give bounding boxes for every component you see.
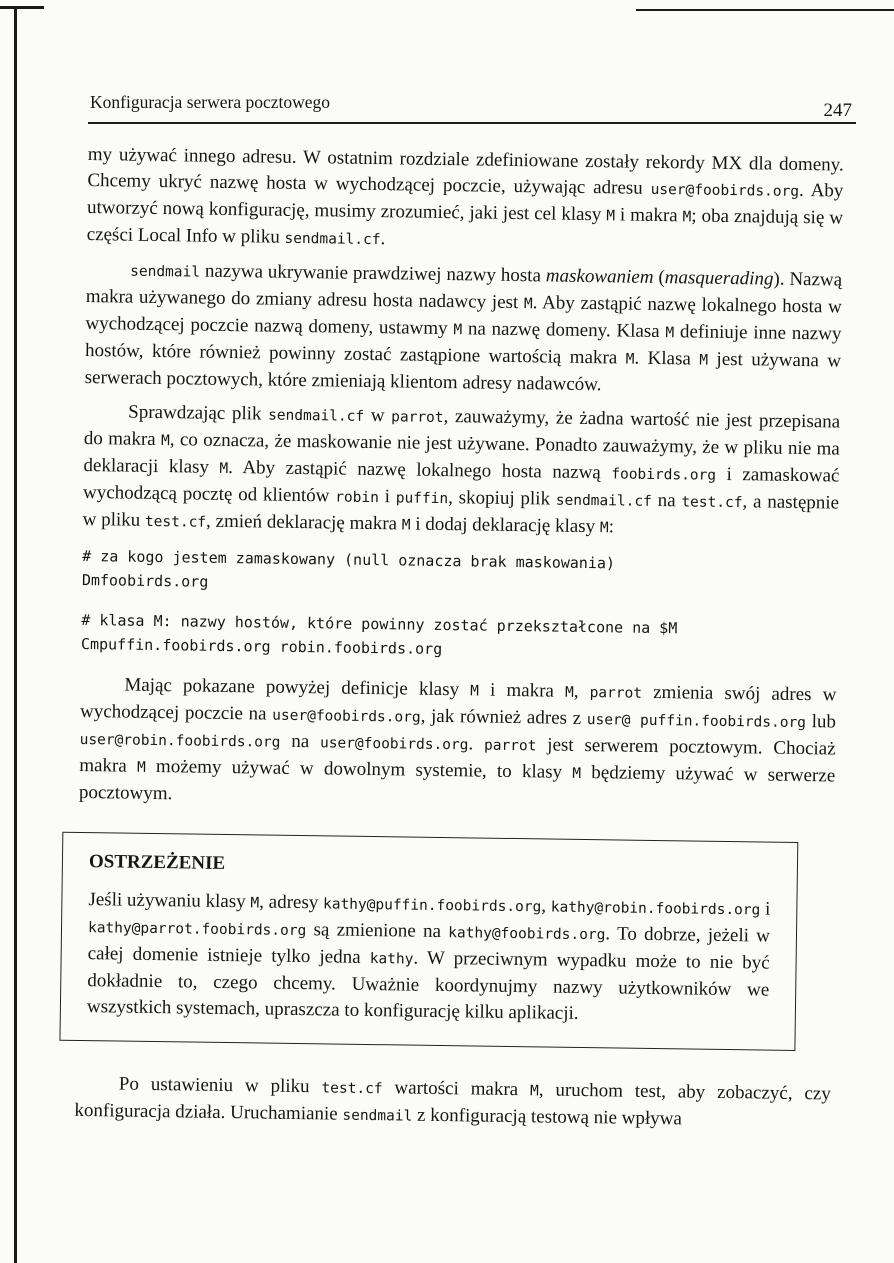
text: lub xyxy=(805,711,837,733)
inline-code: test.cf xyxy=(681,494,743,512)
text: , zmień deklarację makra xyxy=(205,510,402,535)
inline-code: user@robin.foobirds.org xyxy=(79,731,281,751)
text: na xyxy=(280,730,321,753)
text: jest używana w serwerach pocztowych, które zmieniają klientom adresy nadawców. xyxy=(84,348,842,396)
text: Sprawdzając plik xyxy=(128,401,269,425)
inline-code: user@foobirds.org xyxy=(319,735,469,754)
inline-code: user@foobirds.org xyxy=(650,181,800,200)
text: . Aby zastąpić nazwę lokalnego hosta nazwą xyxy=(228,456,612,484)
inline-code: M xyxy=(523,296,533,313)
text: i xyxy=(760,898,771,920)
warning-box xyxy=(59,832,798,1051)
inline-code: M xyxy=(572,765,582,782)
inline-code: sendmail.cf xyxy=(284,230,381,249)
text: nazywa ukrywanie prawdziwej nazwy hosta xyxy=(199,260,547,287)
text: w xyxy=(364,404,392,427)
inline-code: M xyxy=(401,517,411,534)
inline-code: M xyxy=(160,433,170,450)
inline-code: M xyxy=(453,322,463,339)
text: jest serwerem pocztowym. Chociaż makra xyxy=(79,734,836,777)
text: . xyxy=(468,733,485,755)
paragraph-2 xyxy=(85,257,843,402)
inline-code: M xyxy=(564,684,574,701)
inline-code: M xyxy=(136,759,146,776)
text: , jak również adres z xyxy=(420,705,587,730)
inline-code: parrot xyxy=(483,737,537,755)
inline-code: M xyxy=(665,325,675,342)
text: ). Nazwą makra używanego do zmiany adresu hosta nadawcy jest xyxy=(85,268,843,314)
inline-code: M xyxy=(682,209,692,226)
inline-code: sendmail.cf xyxy=(268,407,365,425)
text: . W przeciwnym wypadku może to nie być dokładnie to, czego chcemy. Uważnie koordynujmy nazwy użytkowników we wszystkich systemach, upraszcza to konfigurację kilku aplikacji. xyxy=(86,947,770,1024)
text: są zmienione na xyxy=(306,919,449,943)
text: , skopiuj plik xyxy=(448,487,556,510)
inline-code: kathy@puffin.foobirds.org xyxy=(322,896,542,916)
paragraph-3 xyxy=(83,399,841,545)
running-header xyxy=(88,90,856,128)
text: Po ustawieniu w pliku xyxy=(118,1073,322,1098)
text: i dodaj deklarację klasy xyxy=(410,513,601,538)
inline-code: M xyxy=(599,520,609,537)
paragraph-4 xyxy=(79,672,837,817)
emphasis: maskowaniem xyxy=(545,265,654,288)
inline-code: parrot xyxy=(589,685,643,702)
text: ; oba znajdują się w części Local Info w pliku xyxy=(86,205,844,248)
text: . Aby utworzyć nową konfigurację, musimy zrozumieć, jaki jest cel klasy xyxy=(86,179,844,226)
inline-code: M xyxy=(606,208,616,225)
text: , adresy xyxy=(259,891,324,914)
text: , co oznacza, że maskowanie nie jest używane. Ponadto zauważymy, że w pliku nie ma deklaracji klasy xyxy=(83,429,840,478)
inline-code: test.cf xyxy=(321,1080,383,1098)
inline-code: M xyxy=(699,352,709,369)
inline-code: kathy xyxy=(369,951,414,968)
emphasis: masquerading xyxy=(664,267,774,290)
inline-code: kathy@parrot.foobirds.org xyxy=(87,920,307,940)
header-rule xyxy=(88,122,856,124)
text: i makra xyxy=(478,679,566,702)
inline-code: sendmail xyxy=(130,263,201,281)
inline-code: kathy@foobirds.org xyxy=(448,925,606,944)
text: na xyxy=(651,489,682,512)
warning-text xyxy=(87,887,771,1030)
text: . Klasa xyxy=(634,347,700,370)
inline-code: M xyxy=(529,1083,539,1100)
inline-code: puffin xyxy=(395,490,449,508)
code-block-macro-m: # za kogo jestem zamaskowany (null oznacza brak maskowania) Dmfoobirds.org xyxy=(81,546,616,591)
inline-code: M xyxy=(625,351,635,368)
top-edge-rule xyxy=(636,9,894,11)
inline-code: M xyxy=(250,895,260,912)
chapter-title: Konfiguracja serwera pocztowego xyxy=(90,92,331,112)
text: i makra xyxy=(614,204,683,227)
text: i zamaskować wychodzącą pocztę od klientów xyxy=(82,463,840,507)
inline-code: foobirds.org xyxy=(611,466,717,484)
code-block-class-m: # klasa M: nazwy hostów, które powinny zostać przekształcone na $M Cmpuffin.foobirds.org robin.foobirds.org xyxy=(80,610,678,658)
text: , uruchom test, aby zobaczyć, czy konfiguracja działa. Uruchamianie xyxy=(74,1079,831,1125)
inline-code: M xyxy=(219,460,229,477)
inline-code: sendmail.cf xyxy=(555,492,652,510)
inline-code: user@foobirds.org xyxy=(272,707,421,726)
inline-code: kathy@robin.foobirds.org xyxy=(550,899,761,919)
text: zmienia swój adres w wychodzącej poczcie na xyxy=(79,681,837,725)
inline-code: M xyxy=(470,683,479,700)
page-body xyxy=(74,142,844,1143)
inline-code: parrot xyxy=(391,409,444,426)
text: , xyxy=(541,895,551,917)
inline-code: user@ puffin.foobirds.org xyxy=(586,712,807,732)
paragraph-1 xyxy=(87,142,844,260)
text: ( xyxy=(653,266,665,289)
text: : xyxy=(608,516,615,538)
binding-corner-rule xyxy=(0,6,44,9)
text: , zauważymy, że żadna wartość nie jest przepisana do makra xyxy=(83,405,841,451)
inline-code: test.cf xyxy=(144,513,207,531)
text: wartości makra xyxy=(382,1077,531,1101)
text: na nazwę domeny. Klasa xyxy=(461,318,666,343)
text: Jeśli używaniu klasy xyxy=(88,889,251,913)
inline-code: robin xyxy=(335,489,379,507)
text: będziemy używać w serwerze pocztowym. xyxy=(78,761,836,805)
text: . Aby zastąpić nazwę lokalnego hosta w wychodzącej poczcie nazwą domeny, ustawmy xyxy=(85,292,842,340)
text: możemy używać w dowolnym systemie, to klasy xyxy=(145,755,573,783)
text: . xyxy=(380,228,386,250)
text: my używać innego adresu. W ostatnim rozdziale zdefiniowane zostały rekordy MX dla domeny. Chcemy ukryć nazwę hosta w wychodzącej poczcie, używając adresu xyxy=(87,143,844,199)
inline-code: sendmail xyxy=(342,1107,413,1125)
binding-edge-line xyxy=(14,7,17,1263)
page-number: 247 xyxy=(823,100,852,121)
text: , xyxy=(573,680,590,703)
warning-title: OSTRZEŻENIE xyxy=(88,851,226,874)
text: definiuje inne nazwy hostów, które również powinny zostać zastąpione wartością makra xyxy=(84,321,842,369)
text: i xyxy=(378,486,396,508)
text: z konfiguracją testową nie wpływa xyxy=(412,1104,683,1130)
text: Mając pokazane powyżej definicje klasy xyxy=(124,674,471,701)
text: , a następnie w pliku xyxy=(82,491,840,531)
paragraph-5 xyxy=(74,1071,831,1136)
text: . To dobrze, jeżeli w całej domenie istnieje tylko jedna xyxy=(87,923,771,969)
